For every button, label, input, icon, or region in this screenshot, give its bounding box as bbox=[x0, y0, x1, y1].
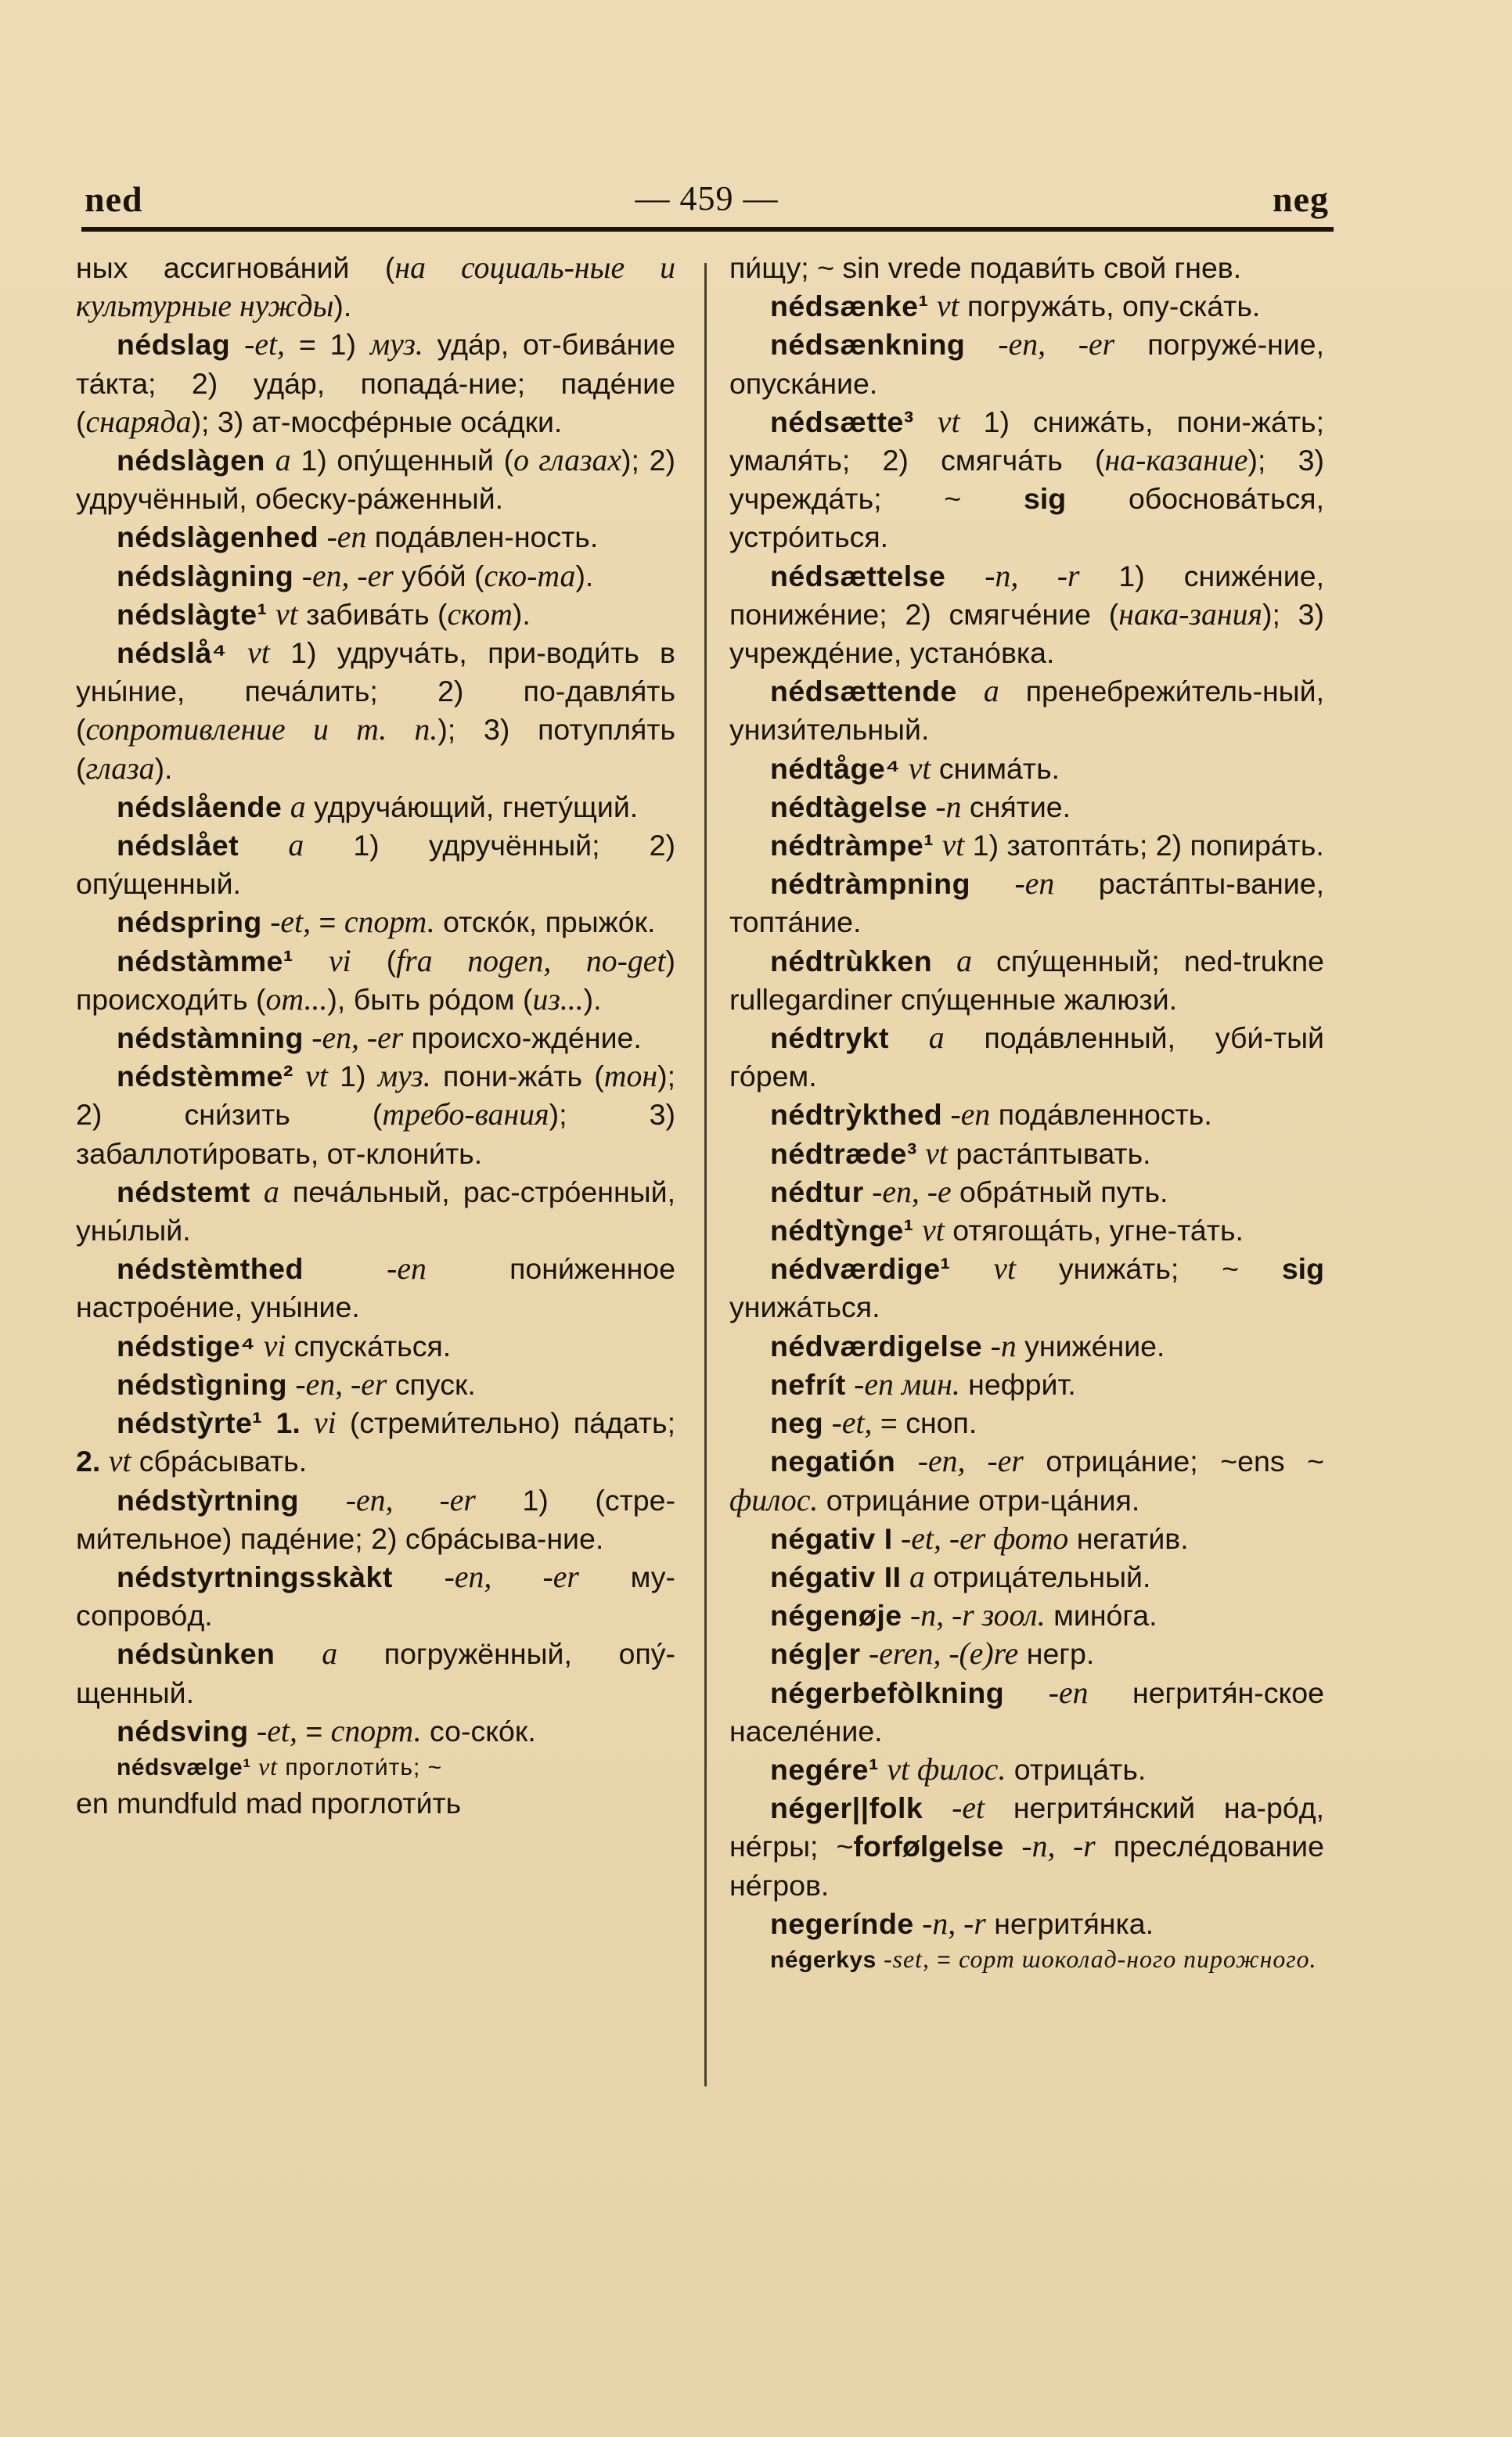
right-guide-word: neg bbox=[1273, 179, 1329, 219]
dictionary-entry: nédslå⁴ vt 1) удруча́ть, при-води́ть в уны́ние, печа́лить; 2) по-давля́ть (сопротивление и т. п.); 3) потупля́ть (глаза). bbox=[76, 635, 675, 786]
dictionary-entry: nédstèmthed -en пони́женное настрое́ние, уны́ние. bbox=[76, 1251, 675, 1324]
dictionary-entry: nég|er -eren, -(e)re негр. bbox=[770, 1636, 1095, 1672]
dictionary-entry: negére¹ vt филос. отрица́ть. bbox=[770, 1751, 1147, 1787]
left-column bbox=[76, 249, 675, 1823]
dictionary-entry: nédslàgte¹ vt забива́ть (скот). bbox=[117, 596, 531, 632]
left-guide-word: ned bbox=[85, 179, 143, 219]
dictionary-entry: nédstỳrtning -en, -er 1) (стре-ми́тельное) паде́ние; 2) сбра́сыва-ние. bbox=[76, 1482, 676, 1555]
dictionary-entry: ных ассигнова́ний (на социаль-ные и культурные нужды). bbox=[76, 250, 675, 324]
dictionary-entry: negerínde -n, -r негритя́нка. bbox=[770, 1906, 1154, 1941]
dictionary-entry: nédslået a 1) удручённый; 2) опу́щенный. bbox=[76, 828, 675, 901]
dictionary-entry: nédtrỳkthed -en пода́вленность. bbox=[770, 1097, 1212, 1132]
dictionary-entry: nédspring -et, = спорт. отско́к, прыжо́к. bbox=[117, 905, 656, 940]
dictionary-entry: nédtỳnge¹ vt отягоща́ть, угне-та́ть. bbox=[770, 1213, 1244, 1248]
dictionary-entry: négerkys -set, = сорт шоколад-ного пирожного. bbox=[770, 1945, 1317, 1973]
dictionary-entry: nédstỳrte¹ 1. vi (стреми́тельно) па́дать; 2. vt сбра́сывать. bbox=[76, 1406, 676, 1479]
dictionary-entry: nédstemt a печа́льный, рас-стро́енный, уны́лый. bbox=[76, 1174, 676, 1247]
dictionary-entry: nédsættende a пренебрежи́тель-ный, унизи́тельный. bbox=[729, 674, 1325, 747]
dictionary-entry: nédtur -en, -e обра́тный путь. bbox=[770, 1174, 1168, 1209]
dictionary-entry: nédstèmme² vt 1) муз. пони-жа́ть (тон); 2) сни́зить (требо-вания); 3) забаллоти́ровать, от-клони́ть. bbox=[76, 1059, 676, 1170]
dictionary-entry: nédtàgelse -n сня́тие. bbox=[770, 789, 1071, 824]
page-header bbox=[85, 178, 1329, 225]
dictionary-entry: négenøje -n, -r зоол. мино́га. bbox=[770, 1598, 1157, 1633]
dictionary-entry: nédstìgning -en, -er спуск. bbox=[117, 1366, 476, 1402]
dictionary-entry: nédtràmpning -en раста́пты-вание, топта́ние. bbox=[729, 866, 1325, 939]
dictionary-entry: nédslag -et, = 1) муз. уда́р, от-бива́ние та́кта; 2) уда́р, попада́-ние; паде́ние (снаряда); 3) ат-мосфе́рные оса́дки. bbox=[76, 327, 676, 439]
dictionary-entry: nédsættelse -n, -r 1) сниже́ние, пониже́ние; 2) смягче́ние (нака-зания); 3) учрежде́ние, устано́вка. bbox=[729, 558, 1325, 670]
right-column bbox=[729, 249, 1324, 1977]
dictionary-entry: en mundfuld mad проглоти́ть bbox=[76, 1786, 462, 1820]
dictionary-entry: négativ I -et, -er фото негати́в. bbox=[770, 1521, 1189, 1556]
dictionary-entry: nédsùnken a погружённый, опу́-щенный. bbox=[76, 1636, 675, 1709]
dictionary-entry: neg -et, = сноп. bbox=[770, 1406, 977, 1441]
dictionary-entry: nédsvælge¹ vt проглоти́ть; ~ bbox=[117, 1752, 443, 1780]
dictionary-entry: néger||folk -et негритя́нский на-ро́д, не́гры; ~forfølgelse -n, -r пресле́дование не́гров. bbox=[729, 1791, 1324, 1902]
dictionary-entry: nédstàmning -en, -er происхо-жде́ние. bbox=[117, 1021, 642, 1056]
dictionary-entry: nédtræde³ vt раста́птывать. bbox=[770, 1136, 1151, 1171]
header-rule bbox=[81, 227, 1334, 232]
dictionary-entry: nédtrykt a пода́вленный, уби́-тый го́рем. bbox=[729, 1021, 1325, 1093]
dictionary-entry: nédslàgen a 1) опу́щенный (о глазах); 2) удручённый, обеску-ра́женный. bbox=[76, 443, 676, 516]
dictionary-entry: nédtåge⁴ vt снима́ть. bbox=[770, 751, 1060, 786]
dictionary-entry: nédværdige¹ vt унижа́ть; ~ sig унижа́ться. bbox=[729, 1251, 1325, 1324]
page-number: — 459 — bbox=[635, 179, 779, 218]
column-divider bbox=[704, 263, 707, 2086]
dictionary-entry: nédsving -et, = спорт. со-ско́к. bbox=[117, 1713, 536, 1748]
dictionary-entry: nédslàgning -en, -er убо́й (ско-та). bbox=[117, 558, 594, 593]
dictionary-entry: nédtrùkken a спу́щенный; ned-trukne rullegardiner спу́щенные жалюзи́. bbox=[729, 943, 1325, 1016]
dictionary-entry: nédslående a удруча́ющий, гнету́щий. bbox=[117, 789, 639, 824]
dictionary-entry: nédsænke¹ vt погружа́ть, опу-ска́ть. bbox=[770, 289, 1261, 324]
dictionary-entry: negatión -en, -er отрица́ние; ~ens ~ филос. отрица́ние отри-ца́ния. bbox=[729, 1444, 1324, 1517]
dictionary-entry: nédstàmme¹ vi (fra nogen, no-get) происходи́ть (от...), быть ро́дом (из...). bbox=[76, 943, 675, 1017]
dictionary-entry: négerbefòlkning -en негритя́н-ское населе́ние. bbox=[729, 1675, 1324, 1748]
dictionary-entry: пи́щу; ~ sin vrede подави́ть свой гнев. bbox=[729, 251, 1242, 284]
dictionary-entry: nédsænkning -en, -er погруже́-ние, опуска́ние. bbox=[729, 327, 1324, 400]
dictionary-entry: nédtràmpe¹ vt 1) затопта́ть; 2) попира́ть. bbox=[770, 828, 1324, 863]
dictionary-entry: nédstyrtningsskàkt -en, -er му-сопрово́д. bbox=[76, 1559, 676, 1632]
dictionary-entry: nédsætte³ vt 1) снижа́ть, пони-жа́ть; умаля́ть; 2) смягча́ть (на-казание); 3) учрежда́ть; ~ sig обоснова́ться, устро́иться. bbox=[729, 404, 1325, 554]
dictionary-entry: négativ II a отрица́тельный. bbox=[770, 1559, 1151, 1594]
dictionary-entry: nédværdigelse -n униже́ние. bbox=[770, 1328, 1165, 1363]
dictionary-entry: nédslàgenhed -en пода́влен-ность. bbox=[117, 520, 599, 555]
dictionary-entry: nefrít -en мин. нефри́т. bbox=[770, 1366, 1076, 1402]
dictionary-entry: nédstige⁴ vi спуска́ться. bbox=[117, 1328, 452, 1363]
